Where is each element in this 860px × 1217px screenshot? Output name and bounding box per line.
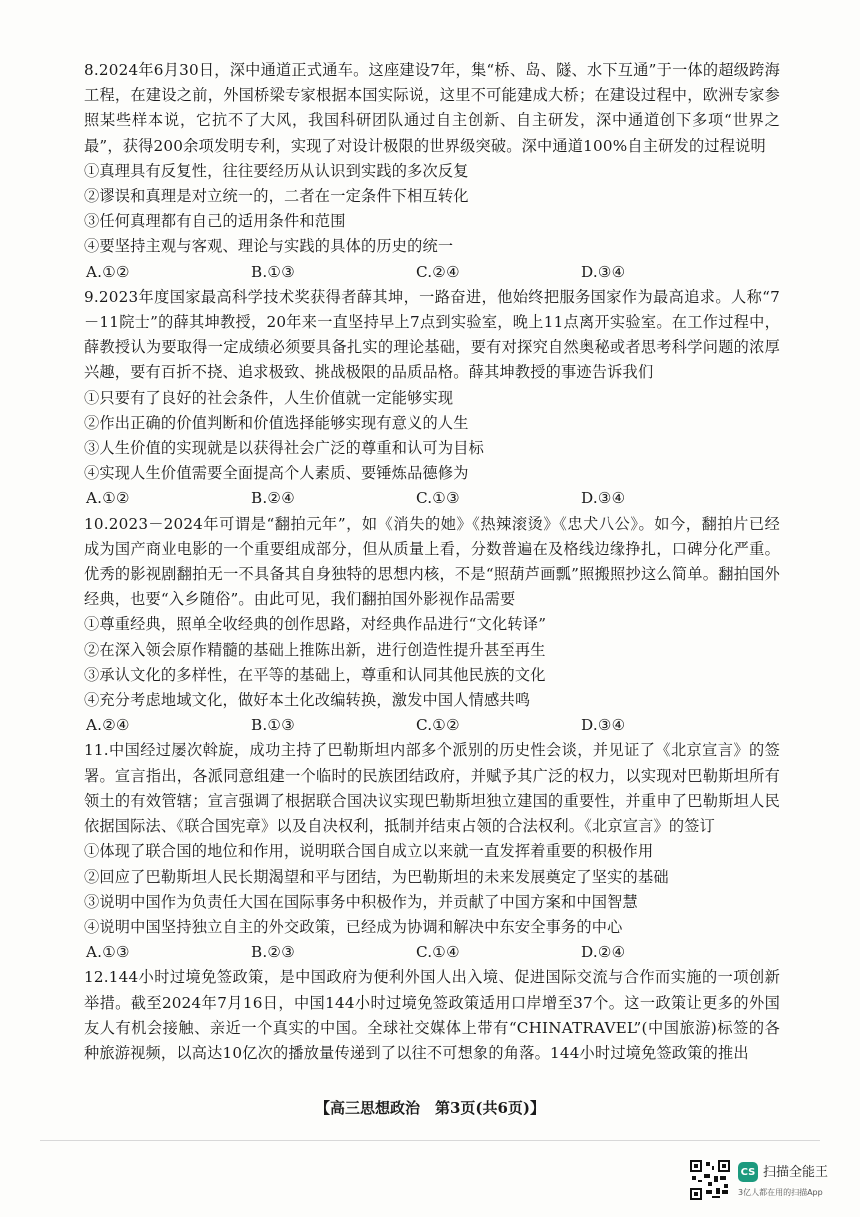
option-1: ①尊重经典，照单全收经典的创作思路，对经典作品进行“文化转译” bbox=[84, 615, 547, 634]
question-stem: 8.2024年6月30日，深中通道正式通车。这座建设7年，集“桥、岛、隧、水下互通”于一体的超级跨海工程，在建设之前，外国桥梁专家根据本国实际说，这里不可能建成大桥；在建设过程中，欧洲专家参照某些样本说，它抗不了大风，我国科研团队通过自主创新、自主研发，深中通道创下多项“世界之最”，获得200余项发明专利，实现了对设计极限的世界级突破。深中通道100%自主研发的过程说明 bbox=[84, 61, 780, 155]
choice-c: C.②④ bbox=[416, 262, 460, 281]
divider bbox=[40, 1140, 820, 1141]
page-footer: 【高三思想政治 第3页(共6页)】 bbox=[314, 1099, 546, 1117]
choice-d: D.③④ bbox=[581, 716, 626, 735]
choice-d: D.③④ bbox=[581, 262, 626, 281]
option-4: ④要坚持主观与客观、理论与实践的具体的历史的统一 bbox=[84, 237, 454, 256]
option-1: ①体现了联合国的地位和作用，说明联合国自成立以来就一直发挥着重要的积极作用 bbox=[84, 842, 654, 861]
question-stem: 10.2023－2024年可谓是“翻拍元年”，如《消失的她》《热辣滚烫》《忠犬八公》。如今，翻拍片已经成为国产商业电影的一个重要组成部分，但从质量上看，分数普遍在及格线边缘挣扎，口碑分化严重。优秀的影视剧翻拍无一不具备其自身独特的思想内核，不是“照葫芦画瓢”照搬照抄这么简单。翻拍国外经典，也要“入乡随俗”。由此可见，我们翻拍国外影视作品需要 bbox=[84, 514, 780, 609]
option-4: ④说明中国坚持独立自主的外交政策，已经成为协调和解决中东安全事务的中心 bbox=[84, 917, 623, 936]
question-8 bbox=[84, 58, 780, 285]
option-2: ②回应了巴勒斯坦人民长期渴望和平与团结，为巴勒斯坦的未来发展奠定了坚实的基础 bbox=[84, 867, 669, 886]
camscanner-logo-icon: CS bbox=[738, 1162, 758, 1182]
question-stem: 11.中国经过屡次斡旋，成功主持了巴勒斯坦内部多个派别的历史性会谈，并见证了《北京宣言》的签署。宣言指出，各派同意组建一个临时的民族团结政府，并赋予其广泛的权力，以实现对巴勒斯坦所有领土的有效管辖；宣言强调了根据联合国决议实现巴勒斯坦独立建国的重要性，并重申了巴勒斯坦人民依据国际法、《联合国宪章》以及自决权利，抵制并结束占领的合法权利。《北京宣言》的签订 bbox=[84, 741, 780, 836]
question-11 bbox=[84, 738, 780, 965]
choice-c: C.①④ bbox=[416, 943, 460, 962]
option-3: ③说明中国作为负责任大国在国际事务中积极作为，并贡献了中国方案和中国智慧 bbox=[84, 892, 638, 911]
question-stem: 9.2023年度国家最高科学技术奖获得者薛其坤，一路奋进，他始终把服务国家作为最高追求。人称“7－11院士”的薛其坤教授，20年来一直坚持早上7点到实验室，晚上11点离开实验室。在工作过程中，薛教授认为要取得一定成绩必须要具备扎实的理论基础，要有对探究自然奥秘或者思考科学问题的浓厚兴趣，要有百折不挠、追求极致、挑战极限的品质品格。薛其坤教授的事迹告诉我们 bbox=[84, 287, 780, 382]
option-2: ②谬误和真理是对立统一的，二者在一定条件下相互转化 bbox=[84, 187, 469, 206]
choice-a: A.①② bbox=[86, 262, 130, 281]
option-3: ③人生价值的实现就是以获得社会广泛的尊重和认可为目标 bbox=[84, 439, 485, 458]
option-3: ③任何真理都有自己的适用条件和范围 bbox=[84, 212, 346, 231]
answer-choices bbox=[84, 940, 746, 965]
choice-b: B.②④ bbox=[251, 489, 296, 508]
answer-choices bbox=[84, 713, 746, 738]
option-4: ④实现人生价值需要全面提高个人素质、要锤炼品德修为 bbox=[84, 464, 469, 483]
option-2: ②作出正确的价值判断和价值选择能够实现有意义的人生 bbox=[84, 413, 469, 432]
choice-b: B.②③ bbox=[251, 943, 296, 962]
choice-c: C.①② bbox=[416, 716, 460, 735]
option-1: ①只要有了良好的社会条件，人生价值就一定能够实现 bbox=[84, 388, 454, 407]
question-9 bbox=[84, 285, 780, 512]
choice-a: A.①② bbox=[86, 489, 130, 508]
choice-b: B.①③ bbox=[251, 716, 296, 735]
option-2: ②在深入领会原作精髓的基础上推陈出新，进行创造性提升甚至再生 bbox=[84, 640, 546, 659]
choice-a: A.①③ bbox=[86, 943, 130, 962]
option-4: ④充分考虑地域文化，做好本土化改编转换，激发中国人情感共鸣 bbox=[84, 691, 531, 710]
question-stem: 12.144小时过境免签政策，是中国政府为便利外国人出入境、促进国际交流与合作而实施的一项创新举措。截至2024年7月16日，中国144小时过境免签政策适用口岸增至37个。这一政策让更多的外国友人有机会接触、亲近一个真实的中国。全球社交媒体上带有“CHINATRAVEL”(中国旅游)标签的各种旅游视频，以高达10亿次的播放量传递到了以往不可想象的角落。144小时过境免签政策的推出 bbox=[84, 968, 780, 1062]
choice-d: D.②④ bbox=[581, 943, 626, 962]
exam-content bbox=[84, 58, 780, 1066]
choice-c: C.①③ bbox=[416, 489, 460, 508]
choice-d: D.③④ bbox=[581, 489, 626, 508]
question-10 bbox=[84, 512, 780, 739]
answer-choices bbox=[84, 486, 746, 511]
option-3: ③承认文化的多样性，在平等的基础上，尊重和认同其他民族的文化 bbox=[84, 665, 546, 684]
option-1: ①真理具有反复性，往往要经历从认识到实践的多次反复 bbox=[84, 161, 469, 180]
scanner-app-name: 扫描全能王 bbox=[763, 1165, 829, 1180]
scanner-tagline: 3亿人都在用的扫描App bbox=[738, 1188, 823, 1197]
question-12 bbox=[84, 965, 780, 1066]
choice-a: A.②④ bbox=[86, 716, 130, 735]
answer-choices bbox=[84, 260, 746, 285]
qr-code-icon bbox=[690, 1160, 730, 1200]
choice-b: B.①③ bbox=[251, 262, 296, 281]
